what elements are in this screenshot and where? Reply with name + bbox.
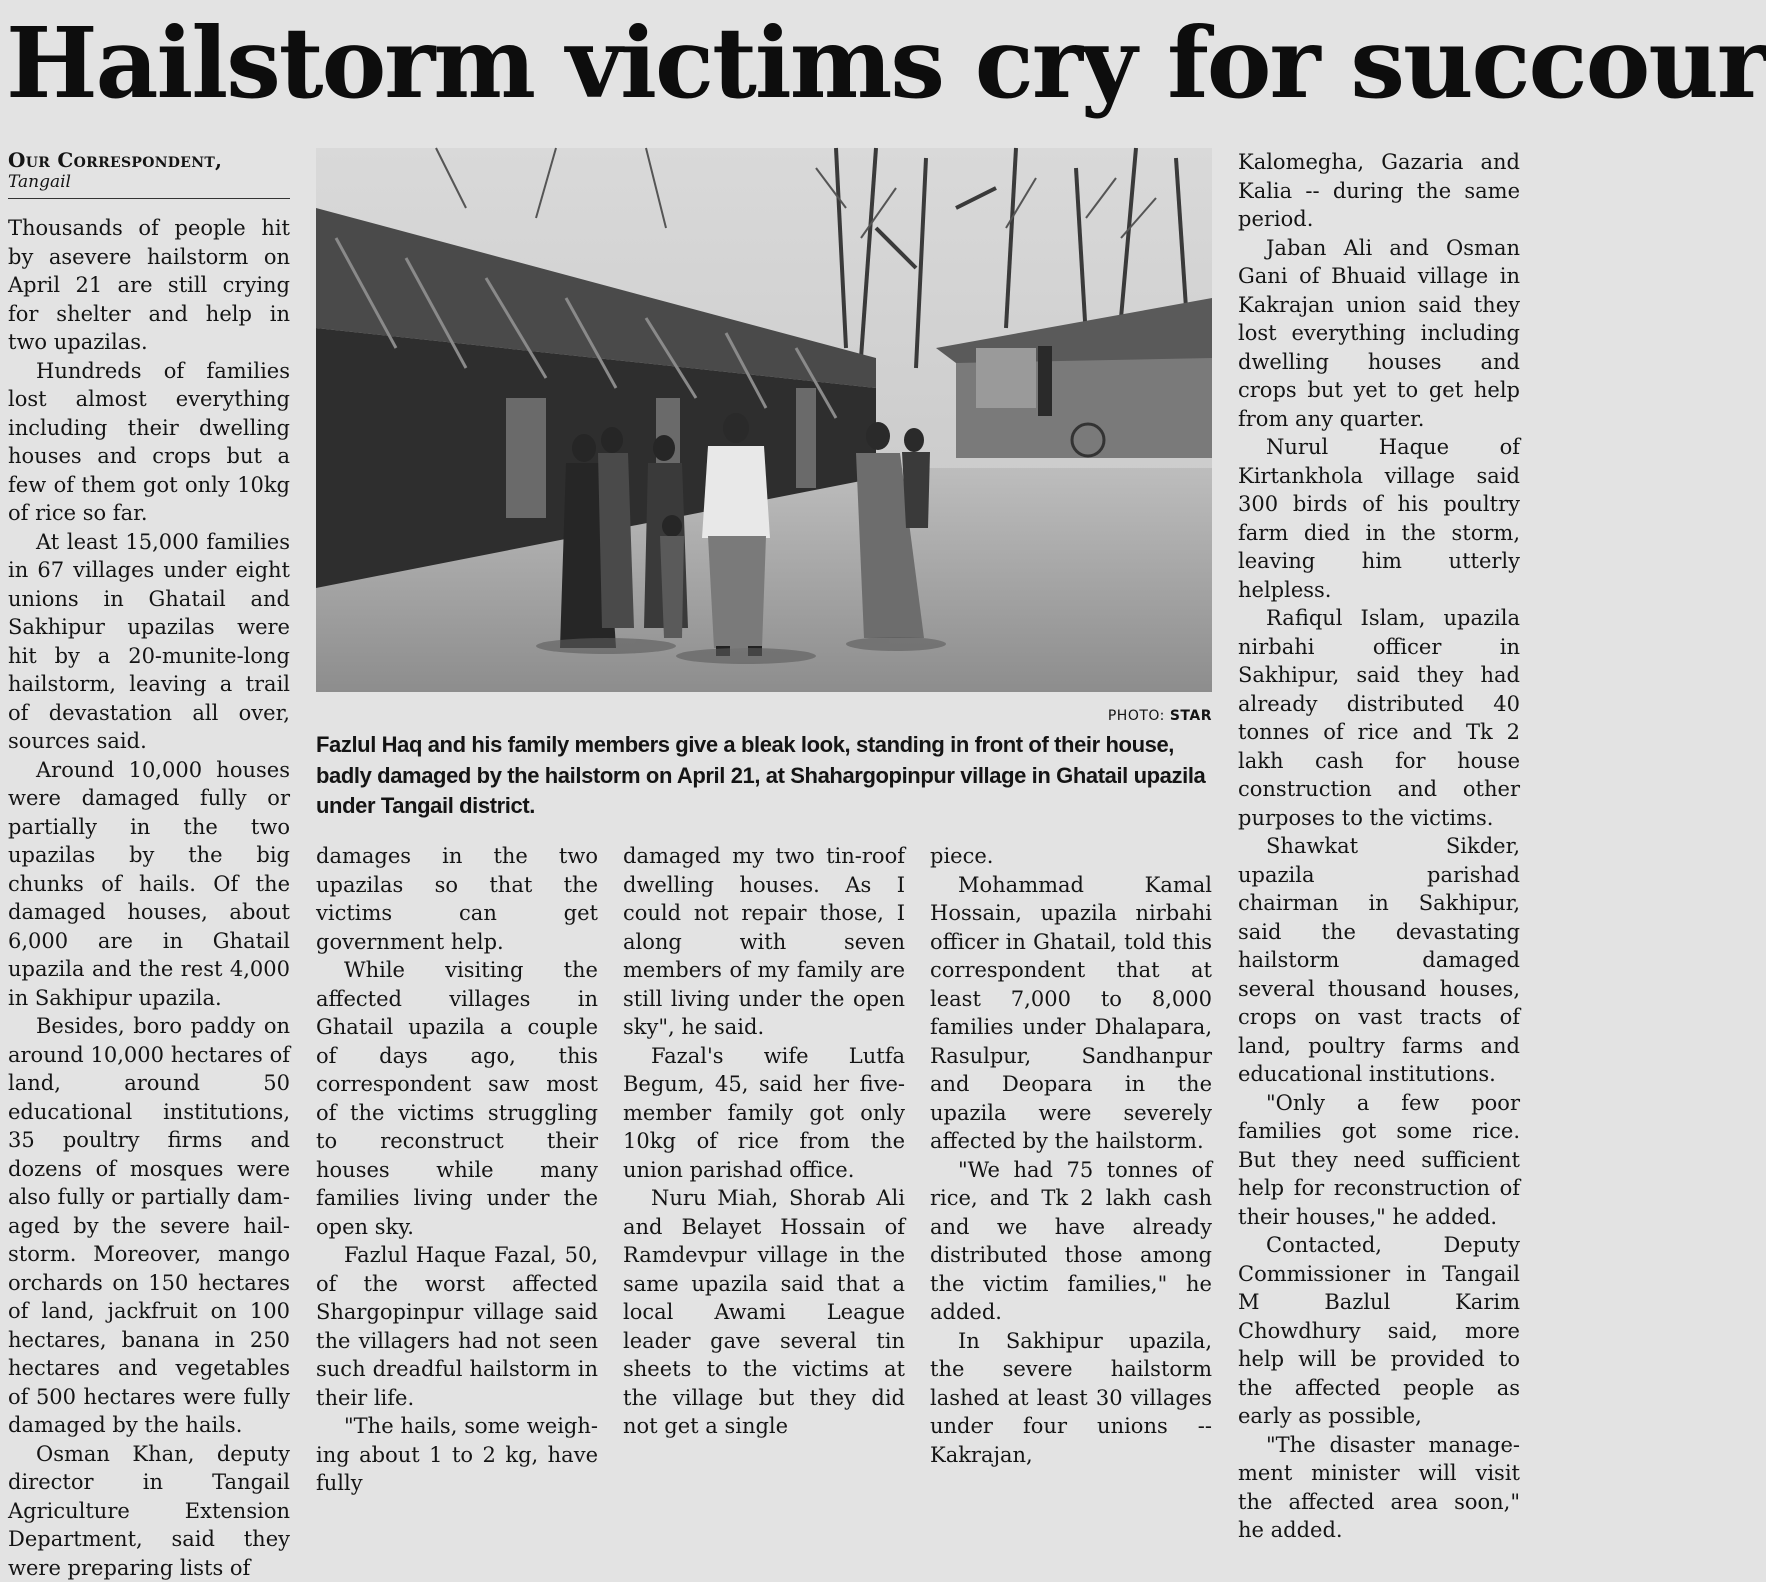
article-column-1 — [8, 214, 290, 1582]
photo-credit-source: STAR — [1170, 708, 1212, 724]
paragraph: Shawkat Sikder, upazila parishad chairman in Sakhipur, said the devastating hailstorm damaged several thousand houses, crops on vast tracts of land, poultry farms and educational institutions. — [1238, 832, 1520, 1089]
paragraph: Kalomegha, Gazaria and Kalia -- during the same period. — [1238, 148, 1520, 234]
paragraph: Besides, boro paddy on around 10,000 hectares of land, around 50 educational institutions, 35 poultry firms and dozens of mosques were also fully or partially damaged by the severe hailstorm. Moreover, mango orchards on 150 hectares of land, jackfruit on 100 hectares, banana in 250 hectares and vegetables of 500 hectares were fully damaged by the hails. — [8, 1012, 290, 1440]
paragraph: Rafiqul Islam, upazila nirbahi officer in Sakhipur, said they had already distributed 40 tonnes of rice and Tk 2 lakh cash for house construction and other purposes to the victims. — [1238, 604, 1520, 832]
byline-place: Tangail — [8, 172, 290, 192]
paragraph: Osman Khan, deputy director in Tangail Agriculture Extension Department, said they were preparing lists of — [8, 1440, 290, 1582]
paragraph: Jaban Ali and Osman Gani of Bhuaid village in Kakrajan union said they lost everything including dwelling houses and crops but yet to get help from any quarter. — [1238, 234, 1520, 434]
photo-credit-label: PHOTO: — [1108, 708, 1165, 724]
paragraph: "We had 75 tonnes of rice, and Tk 2 lakh cash and we have already distributed those among the victim families," he added. — [930, 1156, 1212, 1327]
news-photo — [316, 148, 1212, 692]
article-column-3 — [623, 842, 905, 1441]
paragraph: At least 15,000 families in 67 villages under eight unions in Ghatail and Sakhipur upazilas were hit by a 20-munite-long hailstorm, leaving a trail of devastation all over, sources said. — [8, 528, 290, 756]
paragraph: In Sakhipur upazila, the severe hailstorm lashed at least 30 villages under four unions -- Kakrajan, — [930, 1327, 1212, 1470]
paragraph: "The hails, some weighing about 1 to 2 kg, have fully — [316, 1412, 598, 1498]
paragraph: Hundreds of families lost almost everything including their dwelling houses and crops but a few of them got only 10kg of rice so far. — [8, 357, 290, 528]
paragraph: Nurul Haque of Kirtankhola village said 300 birds of his poultry farm died in the storm, leaving him utterly helpless. — [1238, 433, 1520, 604]
paragraph: Fazlul Haque Fazal, 50, of the worst affected Shargopinpur village said the villagers had not seen such dreadful hailstorm in their life. — [316, 1241, 598, 1412]
paragraph: "Only a few poor families got some rice. But they need sufficient help for reconstruction of their houses," he added. — [1238, 1089, 1520, 1232]
paragraph: Nuru Miah, Shorab Ali and Belayet Hossain of Ramdevpur village in the same upazila said that a local Awami League leader gave several tin sheets to the victims at the village but they did not get a single — [623, 1184, 905, 1441]
photo-caption: Fazlul Haq and his family members give a bleak look, standing in front of their house, badly damaged by the hailstorm on April 21, at Shahargopinpur village in Ghatail upazila under Tangail district. — [316, 730, 1216, 822]
paragraph: piece. — [930, 842, 1212, 871]
paragraph: Thousands of people hit by asevere hailstorm on April 21 are still crying for shelter and help in two upazilas. — [8, 214, 290, 357]
photo-credit — [1000, 708, 1212, 724]
paragraph: damages in the two upazilas so that the victims can get government help. — [316, 842, 598, 956]
paragraph: damaged my two tin-roof dwelling houses. As I could not repair those, I along with seven members of my family are still living under the open sky", he said. — [623, 842, 905, 1042]
headline: Hailstorm victims cry for succour — [6, 4, 1526, 122]
byline-name: Our Correspondent, — [8, 148, 290, 172]
paragraph: "The disaster management minister will visit the affected area soon," he added. — [1238, 1431, 1520, 1545]
byline — [8, 148, 290, 199]
paragraph: Mohammad Kamal Hossain, upazila nirbahi officer in Ghatail, told this correspondent that at least 7,000 to 8,000 families under Dhalapara, Rasulpur, Sandhanpur and Deopara in the upazila were severely affected by the hailstorm. — [930, 871, 1212, 1156]
article-column-2 — [316, 842, 598, 1498]
paragraph: Around 10,000 houses were damaged fully or partially in the two upazilas by the big chunks of hails. Of the damaged houses, about 6,000 are in Ghatail upazila and the rest 4,000 in Sakhipur upazila. — [8, 756, 290, 1013]
article-column-5 — [1238, 148, 1520, 1545]
article-column-4 — [930, 842, 1212, 1469]
paragraph: Contacted, Deputy Commissioner in Tangail M Bazlul Karim Chowdhury said, more help will be provided to the affected people as early as possible, — [1238, 1231, 1520, 1431]
paragraph: While visiting the affected villages in Ghatail upazila a couple of days ago, this correspondent saw most of the victims struggling to reconstruct their houses while many families living under the open sky. — [316, 956, 598, 1241]
photo-illustration — [316, 148, 1212, 692]
paragraph: Fazal's wife Lutfa Begum, 45, said her five-member family got only 10kg of rice from the union parishad office. — [623, 1042, 905, 1185]
